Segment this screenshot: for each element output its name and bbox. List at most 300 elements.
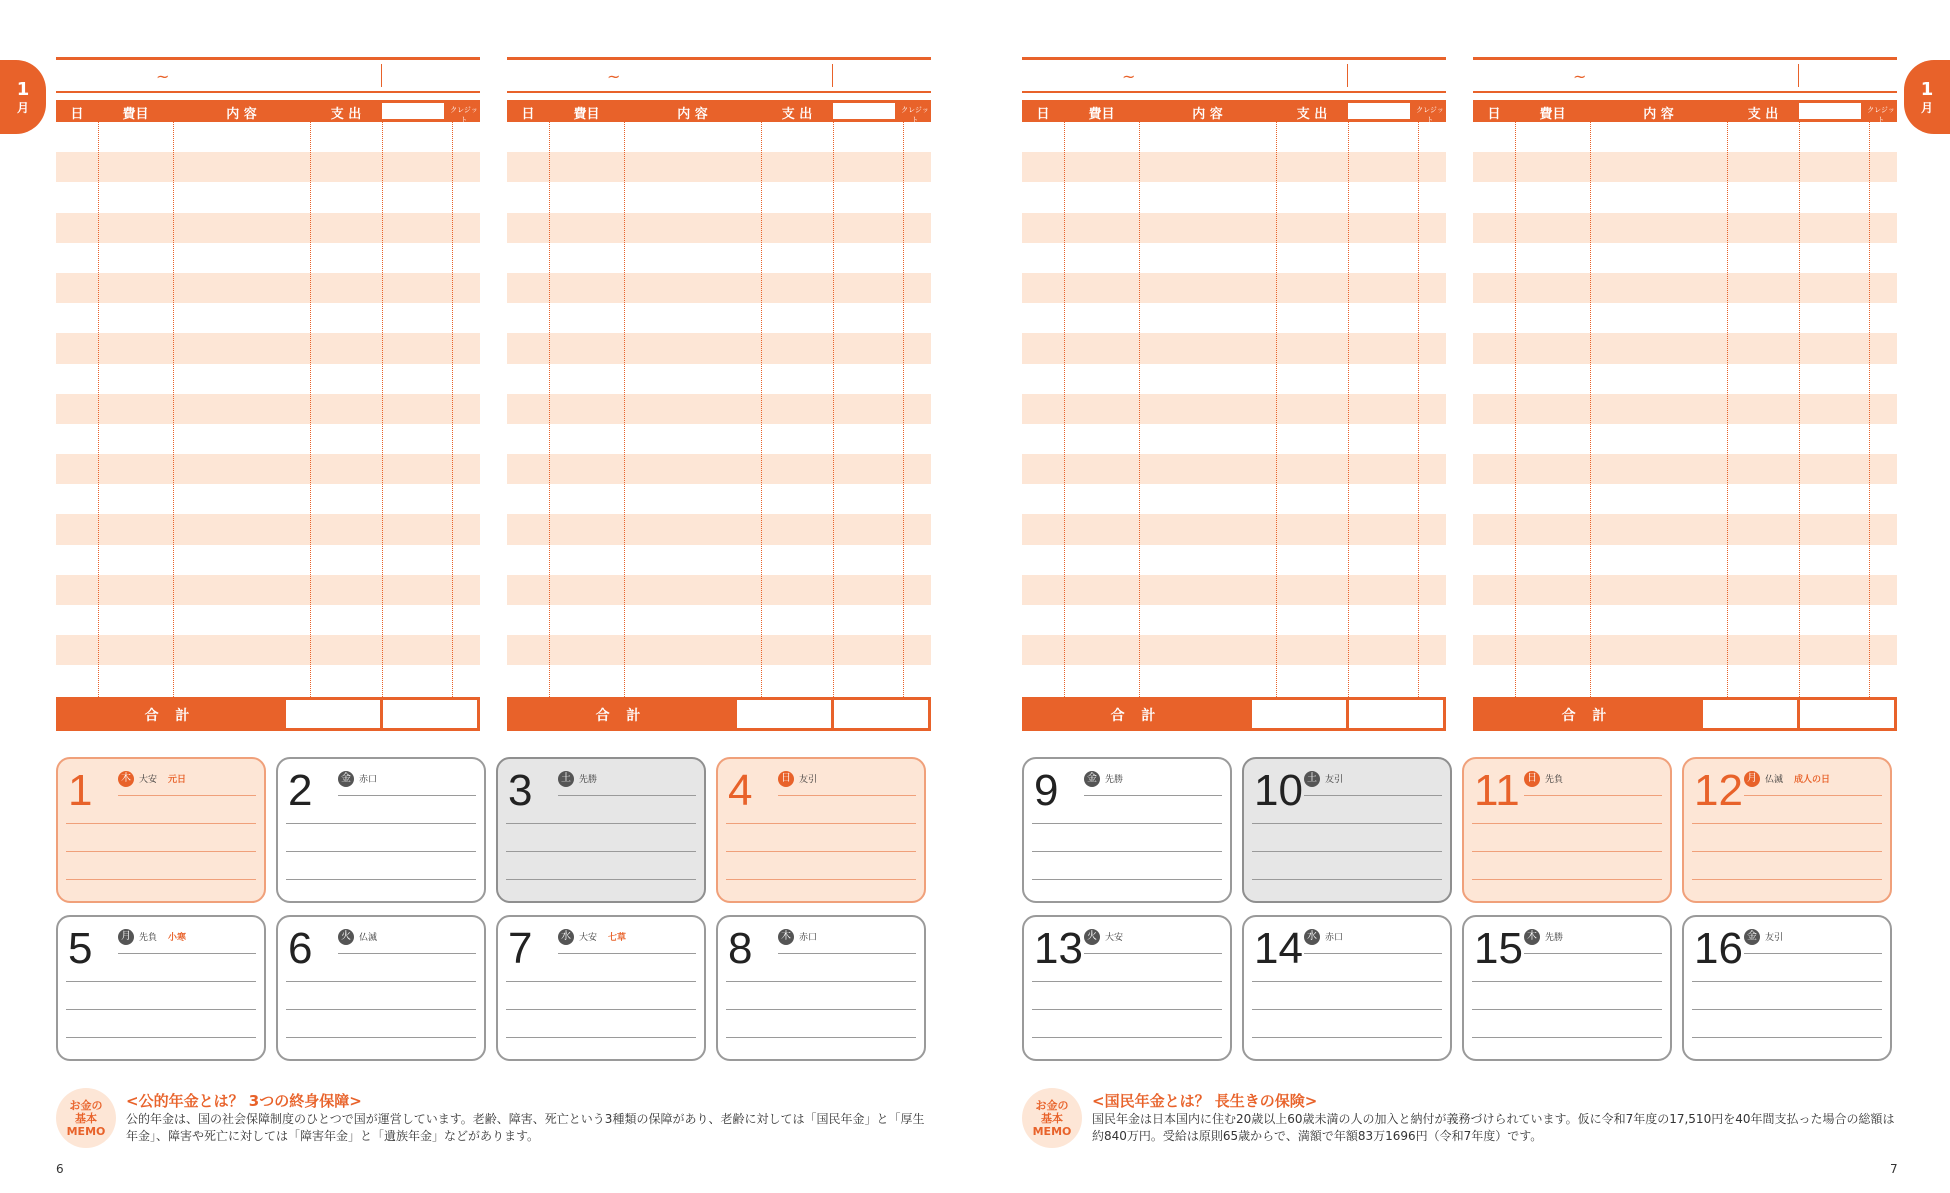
page-number: 7 bbox=[1890, 1162, 1898, 1176]
header-content: 内 容 bbox=[1192, 107, 1223, 122]
ledger-row[interactable] bbox=[507, 333, 931, 363]
weekday-badge: 日 bbox=[1524, 771, 1540, 787]
total-label: 合 計 bbox=[1561, 708, 1613, 724]
ledger-row[interactable] bbox=[507, 243, 931, 273]
column-divider bbox=[1727, 122, 1728, 697]
ledger-row[interactable] bbox=[56, 424, 480, 454]
writing-line bbox=[66, 851, 256, 852]
month-kanji: 月 bbox=[16, 100, 29, 115]
writing-line bbox=[1692, 1009, 1882, 1010]
ledger-row[interactable] bbox=[1022, 364, 1446, 394]
ledger-header bbox=[507, 100, 931, 122]
ledger-row[interactable] bbox=[507, 484, 931, 514]
day-number: 12 bbox=[1694, 766, 1743, 815]
day-number: 7 bbox=[508, 924, 533, 973]
total-credit-cell[interactable] bbox=[383, 700, 477, 728]
header-blank-box[interactable] bbox=[833, 103, 895, 119]
day-number: 4 bbox=[728, 766, 753, 815]
day-card[interactable] bbox=[276, 757, 486, 903]
right-page bbox=[975, 0, 1950, 1193]
total-credit-cell[interactable] bbox=[1800, 700, 1894, 728]
ledger-row[interactable] bbox=[1473, 152, 1897, 182]
total-label: 合 計 bbox=[1110, 708, 1162, 724]
memo-title: <公的年金とは？ 3つの終身保障> bbox=[126, 1092, 362, 1110]
writing-line bbox=[1744, 795, 1882, 796]
writing-line bbox=[1692, 879, 1882, 880]
day-card[interactable] bbox=[716, 915, 926, 1061]
ledger-row[interactable] bbox=[1473, 635, 1897, 665]
writing-line bbox=[66, 1009, 256, 1010]
writing-line bbox=[1304, 795, 1442, 796]
writing-line bbox=[1032, 823, 1222, 824]
money-memo bbox=[56, 1088, 936, 1148]
header-expense: 支 出 bbox=[1747, 107, 1779, 122]
day-number: 5 bbox=[68, 924, 93, 973]
total-label: 合 計 bbox=[144, 708, 196, 724]
day-number: 14 bbox=[1254, 924, 1303, 973]
ledger-row[interactable] bbox=[56, 394, 480, 424]
date-range[interactable] bbox=[56, 57, 480, 93]
ledger-row[interactable] bbox=[1022, 635, 1446, 665]
total-expense-cell[interactable] bbox=[737, 700, 831, 728]
day-card[interactable] bbox=[1242, 757, 1452, 903]
ledger-row[interactable] bbox=[1022, 545, 1446, 575]
day-card[interactable] bbox=[496, 915, 706, 1061]
rokuyo-label: 仏滅 bbox=[1765, 775, 1784, 785]
ledger-row[interactable] bbox=[1473, 424, 1897, 454]
writing-line bbox=[1692, 981, 1882, 982]
ledger-row[interactable] bbox=[1473, 575, 1897, 605]
ledger-total-row bbox=[1022, 697, 1446, 731]
ledger-row[interactable] bbox=[507, 454, 931, 484]
ledger-row[interactable] bbox=[1022, 303, 1446, 333]
column-divider bbox=[1799, 122, 1800, 697]
header-day: 日 bbox=[1036, 107, 1050, 122]
ledger-row[interactable] bbox=[1022, 454, 1446, 484]
ledger-row[interactable] bbox=[1473, 122, 1897, 152]
month-number: 1 bbox=[16, 78, 30, 100]
expense-ledger bbox=[56, 57, 480, 732]
ledger-row[interactable] bbox=[56, 364, 480, 394]
ledger-row[interactable] bbox=[1473, 545, 1897, 575]
writing-line bbox=[338, 953, 476, 954]
memo-title: <国民年金とは？ 長生きの保険> bbox=[1092, 1092, 1318, 1110]
header-day: 日 bbox=[521, 107, 535, 122]
ledger-row[interactable] bbox=[56, 243, 480, 273]
column-divider bbox=[1515, 122, 1516, 697]
writing-line bbox=[726, 851, 916, 852]
day-card[interactable] bbox=[1022, 915, 1232, 1061]
writing-line bbox=[506, 823, 696, 824]
day-card[interactable] bbox=[56, 757, 266, 903]
day-card[interactable] bbox=[496, 757, 706, 903]
day-card[interactable] bbox=[56, 915, 266, 1061]
ledger-total-row bbox=[507, 697, 931, 731]
writing-line bbox=[1472, 851, 1662, 852]
ledger-row[interactable] bbox=[1473, 273, 1897, 303]
range-divider bbox=[1347, 64, 1348, 87]
writing-line bbox=[286, 823, 476, 824]
ledger-row[interactable] bbox=[56, 122, 480, 152]
ledger-row[interactable] bbox=[1022, 333, 1446, 363]
rokuyo-label: 赤口 bbox=[1325, 933, 1344, 943]
range-tilde: ~ bbox=[1122, 67, 1136, 86]
total-credit-cell[interactable] bbox=[1349, 700, 1443, 728]
weekday-badge: 木 bbox=[778, 929, 794, 945]
column-divider bbox=[903, 122, 904, 697]
header-credit: クレジット bbox=[901, 106, 929, 124]
ledger-header bbox=[56, 100, 480, 122]
ledger-row[interactable] bbox=[507, 605, 931, 635]
weekday-badge: 金 bbox=[1744, 929, 1760, 945]
writing-line bbox=[1252, 879, 1442, 880]
writing-line bbox=[726, 823, 916, 824]
writing-line bbox=[1524, 953, 1662, 954]
weekday-badge: 月 bbox=[118, 929, 134, 945]
day-card[interactable] bbox=[276, 915, 486, 1061]
weekday-badge: 火 bbox=[1084, 929, 1100, 945]
memo-badge: お金の 基本 MEMO bbox=[1022, 1088, 1082, 1148]
ledger-row[interactable] bbox=[1473, 303, 1897, 333]
writing-line bbox=[1692, 851, 1882, 852]
ledger-row[interactable] bbox=[1022, 484, 1446, 514]
ledger-row[interactable] bbox=[507, 364, 931, 394]
ledger-row[interactable] bbox=[56, 303, 480, 333]
column-divider bbox=[761, 122, 762, 697]
day-number: 10 bbox=[1254, 766, 1303, 815]
header-content: 内 容 bbox=[677, 107, 708, 122]
writing-line bbox=[1472, 981, 1662, 982]
day-card[interactable] bbox=[1462, 915, 1672, 1061]
writing-line bbox=[506, 879, 696, 880]
total-label: 合 計 bbox=[595, 708, 647, 724]
day-number: 15 bbox=[1474, 924, 1523, 973]
ledger-row[interactable] bbox=[1473, 243, 1897, 273]
writing-line bbox=[1252, 1009, 1442, 1010]
column-divider bbox=[833, 122, 834, 697]
ledger-row[interactable] bbox=[507, 545, 931, 575]
month-number: 1 bbox=[1920, 78, 1934, 100]
column-divider bbox=[173, 122, 174, 697]
ledger-row[interactable] bbox=[1473, 182, 1897, 212]
header-blank-box[interactable] bbox=[382, 103, 444, 119]
ledger-total-row bbox=[1473, 697, 1897, 731]
ledger-row[interactable] bbox=[507, 514, 931, 544]
writing-line bbox=[726, 1009, 916, 1010]
rokuyo-label: 先負 bbox=[139, 933, 158, 943]
weekday-badge: 金 bbox=[338, 771, 354, 787]
header-day: 日 bbox=[1487, 107, 1501, 122]
date-range[interactable] bbox=[507, 57, 931, 93]
ledger-row[interactable] bbox=[1022, 273, 1446, 303]
header-day: 日 bbox=[70, 107, 84, 122]
memo-body: 国民年金は日本国内に住む20歳以上60歳未満の人の加入と納付が義務づけられています。仮に令和7年度の17,510円を40年間支払った場合の総額は約840万円。受給は原則65歳からで、満額で年額83万1696円（令和7年度）です。 bbox=[1092, 1112, 1895, 1143]
money-memo bbox=[1022, 1088, 1902, 1148]
weekday-badge: 土 bbox=[1304, 771, 1320, 787]
event-label: 元日 bbox=[168, 775, 187, 785]
ledger-row[interactable] bbox=[56, 454, 480, 484]
header-category: 費目 bbox=[1539, 107, 1566, 122]
day-number: 16 bbox=[1694, 924, 1743, 973]
rokuyo-label: 赤口 bbox=[359, 775, 378, 785]
ledger-header bbox=[1473, 100, 1897, 122]
day-number: 3 bbox=[508, 766, 533, 815]
day-card[interactable] bbox=[1242, 915, 1452, 1061]
day-number: 8 bbox=[728, 924, 753, 973]
ledger-row[interactable] bbox=[56, 665, 480, 695]
writing-line bbox=[778, 795, 916, 796]
range-divider bbox=[381, 64, 382, 87]
date-range[interactable] bbox=[1022, 57, 1446, 93]
range-tilde: ~ bbox=[607, 67, 621, 86]
expense-ledger bbox=[1473, 57, 1897, 732]
memo-body: 公的年金は、国の社会保障制度のひとつで国が運営しています。老齢、障害、死亡という3種類の保障があり、老齢に対しては「国民年金」と「厚生年金」、障害や死亡に対しては「障害年金」と「遺族年金」などがあります。 bbox=[126, 1112, 925, 1143]
ledger-row[interactable] bbox=[507, 575, 931, 605]
column-divider bbox=[382, 122, 383, 697]
column-divider bbox=[1590, 122, 1591, 697]
ledger-row[interactable] bbox=[507, 273, 931, 303]
writing-line bbox=[506, 981, 696, 982]
total-expense-cell[interactable] bbox=[1703, 700, 1797, 728]
weekday-badge: 水 bbox=[1304, 929, 1320, 945]
ledger-row[interactable] bbox=[507, 394, 931, 424]
header-category: 費目 bbox=[573, 107, 600, 122]
ledger-row[interactable] bbox=[507, 424, 931, 454]
writing-line bbox=[1084, 795, 1222, 796]
rokuyo-label: 大安 bbox=[139, 775, 158, 785]
month-tab bbox=[0, 60, 46, 134]
header-credit: クレジット bbox=[450, 106, 478, 124]
ledger-row[interactable] bbox=[56, 333, 480, 363]
total-expense-cell[interactable] bbox=[1252, 700, 1346, 728]
ledger-row[interactable] bbox=[1022, 213, 1446, 243]
writing-line bbox=[1252, 981, 1442, 982]
header-blank-box[interactable] bbox=[1799, 103, 1861, 119]
writing-line bbox=[1032, 1009, 1222, 1010]
date-range[interactable] bbox=[1473, 57, 1897, 93]
column-divider bbox=[1139, 122, 1140, 697]
day-number: 6 bbox=[288, 924, 313, 973]
month-kanji: 月 bbox=[1920, 100, 1933, 115]
rokuyo-label: 先勝 bbox=[1545, 933, 1564, 943]
header-blank-box[interactable] bbox=[1348, 103, 1410, 119]
day-card[interactable] bbox=[1022, 757, 1232, 903]
weekday-badge: 火 bbox=[338, 929, 354, 945]
ledger-row[interactable] bbox=[1473, 454, 1897, 484]
day-card[interactable] bbox=[1462, 757, 1672, 903]
rokuyo-label: 仏滅 bbox=[359, 933, 378, 943]
writing-line bbox=[286, 1037, 476, 1038]
ledger-row[interactable] bbox=[1022, 152, 1446, 182]
ledger-row[interactable] bbox=[56, 213, 480, 243]
weekday-badge: 土 bbox=[558, 771, 574, 787]
writing-line bbox=[66, 981, 256, 982]
writing-line bbox=[506, 1009, 696, 1010]
writing-line bbox=[286, 879, 476, 880]
writing-line bbox=[1032, 851, 1222, 852]
ledger-row[interactable] bbox=[1473, 394, 1897, 424]
ledger-row[interactable] bbox=[1022, 514, 1446, 544]
month-tab bbox=[1904, 60, 1950, 134]
ledger-row[interactable] bbox=[507, 122, 931, 152]
ledger-row[interactable] bbox=[1022, 575, 1446, 605]
writing-line bbox=[286, 1009, 476, 1010]
event-label: 小寒 bbox=[168, 933, 187, 943]
ledger-row[interactable] bbox=[1473, 605, 1897, 635]
writing-line bbox=[778, 953, 916, 954]
writing-line bbox=[286, 981, 476, 982]
writing-line bbox=[1252, 823, 1442, 824]
day-number: 13 bbox=[1034, 924, 1083, 973]
writing-line bbox=[1472, 1037, 1662, 1038]
ledger-row[interactable] bbox=[1022, 122, 1446, 152]
header-expense: 支 出 bbox=[781, 107, 813, 122]
writing-line bbox=[66, 879, 256, 880]
ledger-row[interactable] bbox=[1473, 213, 1897, 243]
ledger-row[interactable] bbox=[56, 545, 480, 575]
writing-line bbox=[118, 953, 256, 954]
range-divider bbox=[832, 64, 833, 87]
ledger-row[interactable] bbox=[507, 665, 931, 695]
header-content: 内 容 bbox=[226, 107, 257, 122]
writing-line bbox=[1252, 851, 1442, 852]
writing-line bbox=[506, 851, 696, 852]
writing-line bbox=[118, 795, 256, 796]
ledger-row[interactable] bbox=[1022, 424, 1446, 454]
day-number: 2 bbox=[288, 766, 313, 815]
ledger-rows bbox=[1022, 122, 1446, 744]
writing-line bbox=[726, 879, 916, 880]
ledger-total-row bbox=[56, 697, 480, 731]
ledger-row[interactable] bbox=[56, 514, 480, 544]
rokuyo-label: 友引 bbox=[799, 775, 818, 785]
event-label: 成人の日 bbox=[1794, 775, 1831, 785]
writing-line bbox=[1692, 823, 1882, 824]
writing-line bbox=[1032, 1037, 1222, 1038]
header-credit: クレジット bbox=[1416, 106, 1444, 124]
ledger-row[interactable] bbox=[56, 635, 480, 665]
header-content: 内 容 bbox=[1643, 107, 1674, 122]
ledger-rows bbox=[507, 122, 931, 744]
writing-line bbox=[558, 795, 696, 796]
rokuyo-label: 先勝 bbox=[579, 775, 598, 785]
column-divider bbox=[1064, 122, 1065, 697]
column-divider bbox=[1869, 122, 1870, 697]
writing-line bbox=[1032, 981, 1222, 982]
writing-line bbox=[1472, 1009, 1662, 1010]
day-number: 1 bbox=[68, 766, 93, 815]
column-divider bbox=[98, 122, 99, 697]
writing-line bbox=[338, 795, 476, 796]
ledger-row[interactable] bbox=[1022, 394, 1446, 424]
ledger-row[interactable] bbox=[1473, 484, 1897, 514]
ledger-row[interactable] bbox=[1473, 364, 1897, 394]
weekday-badge: 金 bbox=[1084, 771, 1100, 787]
writing-line bbox=[1304, 953, 1442, 954]
ledger-row[interactable] bbox=[507, 152, 931, 182]
ledger-row[interactable] bbox=[507, 182, 931, 212]
day-number: 9 bbox=[1034, 766, 1059, 815]
ledger-row[interactable] bbox=[1473, 665, 1897, 695]
total-expense-cell[interactable] bbox=[286, 700, 380, 728]
page-number: 6 bbox=[56, 1162, 64, 1176]
column-divider bbox=[310, 122, 311, 697]
ledger-row[interactable] bbox=[1022, 182, 1446, 212]
ledger-row[interactable] bbox=[56, 273, 480, 303]
weekday-badge: 日 bbox=[778, 771, 794, 787]
ledger-row[interactable] bbox=[1473, 333, 1897, 363]
ledger-row[interactable] bbox=[507, 303, 931, 333]
ledger-rows bbox=[1473, 122, 1897, 744]
ledger-header bbox=[1022, 100, 1446, 122]
writing-line bbox=[1524, 795, 1662, 796]
header-category: 費目 bbox=[122, 107, 149, 122]
column-divider bbox=[549, 122, 550, 697]
writing-line bbox=[1744, 953, 1882, 954]
column-divider bbox=[624, 122, 625, 697]
ledger-row[interactable] bbox=[507, 635, 931, 665]
rokuyo-label: 友引 bbox=[1765, 933, 1784, 943]
day-number: 11 bbox=[1474, 766, 1520, 815]
writing-line bbox=[66, 823, 256, 824]
rokuyo-label: 大安 bbox=[579, 933, 598, 943]
column-divider bbox=[452, 122, 453, 697]
rokuyo-label: 友引 bbox=[1325, 775, 1344, 785]
range-tilde: ~ bbox=[1573, 67, 1587, 86]
column-divider bbox=[1276, 122, 1277, 697]
ledger-row[interactable] bbox=[1022, 243, 1446, 273]
writing-line bbox=[726, 1037, 916, 1038]
rokuyo-label: 先負 bbox=[1545, 775, 1564, 785]
weekday-badge: 月 bbox=[1744, 771, 1760, 787]
memo-badge: お金の 基本 MEMO bbox=[56, 1088, 116, 1148]
header-expense: 支 出 bbox=[330, 107, 362, 122]
weekday-badge: 木 bbox=[1524, 929, 1540, 945]
day-card[interactable] bbox=[1682, 915, 1892, 1061]
rokuyo-label: 赤口 bbox=[799, 933, 818, 943]
day-card[interactable] bbox=[1682, 757, 1892, 903]
ledger-row[interactable] bbox=[56, 575, 480, 605]
weekday-badge: 水 bbox=[558, 929, 574, 945]
ledger-row[interactable] bbox=[507, 213, 931, 243]
day-card[interactable] bbox=[716, 757, 926, 903]
ledger-row[interactable] bbox=[56, 182, 480, 212]
total-credit-cell[interactable] bbox=[834, 700, 928, 728]
header-expense: 支 出 bbox=[1296, 107, 1328, 122]
ledger-row[interactable] bbox=[56, 484, 480, 514]
ledger-row[interactable] bbox=[56, 605, 480, 635]
writing-line bbox=[506, 1037, 696, 1038]
header-credit: クレジット bbox=[1867, 106, 1895, 124]
writing-line bbox=[1472, 823, 1662, 824]
ledger-rows bbox=[56, 122, 480, 744]
writing-line bbox=[558, 953, 696, 954]
ledger-row[interactable] bbox=[1022, 605, 1446, 635]
expense-ledger bbox=[1022, 57, 1446, 732]
writing-line bbox=[66, 1037, 256, 1038]
range-tilde: ~ bbox=[156, 67, 170, 86]
writing-line bbox=[1084, 953, 1222, 954]
column-divider bbox=[1348, 122, 1349, 697]
ledger-row[interactable] bbox=[1473, 514, 1897, 544]
ledger-row[interactable] bbox=[56, 152, 480, 182]
ledger-row[interactable] bbox=[1022, 665, 1446, 695]
event-label: 七草 bbox=[608, 933, 627, 943]
writing-line bbox=[1032, 879, 1222, 880]
writing-line bbox=[286, 851, 476, 852]
writing-line bbox=[726, 981, 916, 982]
rokuyo-label: 大安 bbox=[1105, 933, 1124, 943]
